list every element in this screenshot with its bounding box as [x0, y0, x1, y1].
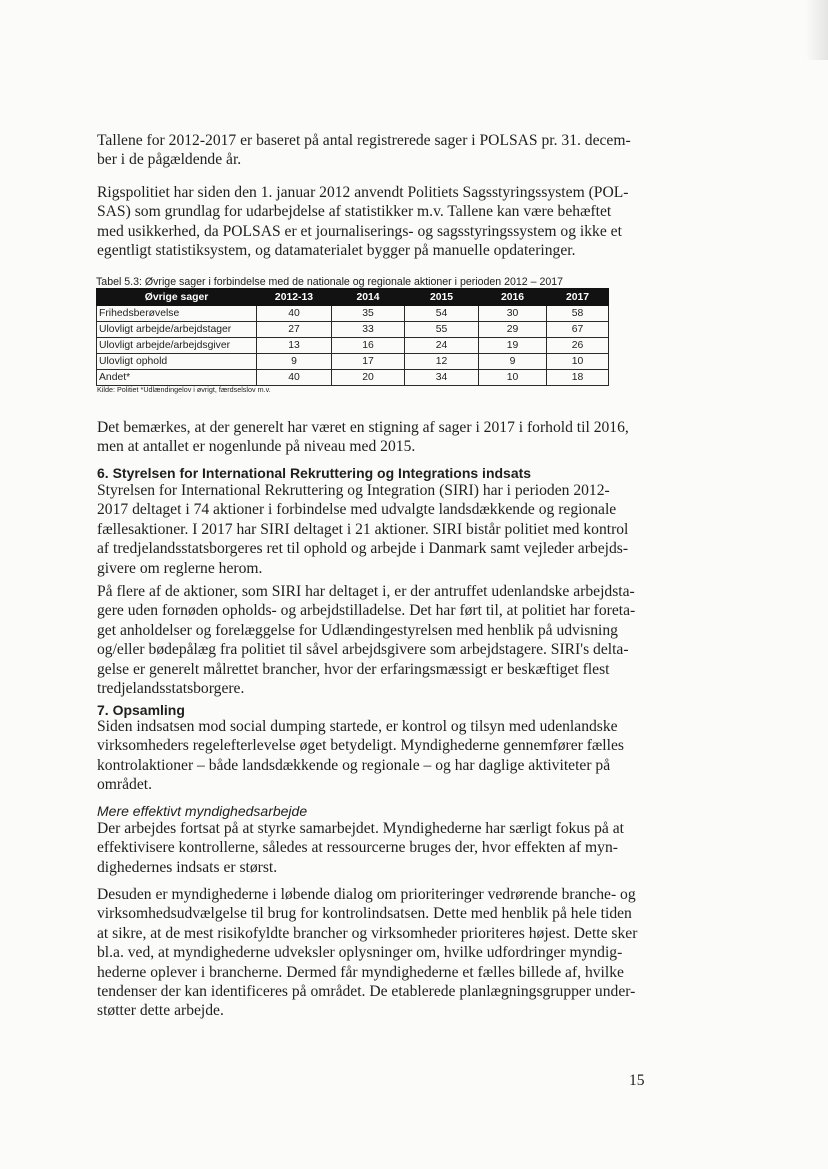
text-line: gere uden fornøden opholds- og arbejdstilladelse. Det har ført til, at politiet har foreta- [97, 602, 636, 620]
subheading-effective-work: Mere effektivt myndighedsarbejde [97, 803, 308, 819]
table-cell: 55 [405, 322, 479, 338]
table-caption: Tabel 5.3: Øvrige sager i forbindelse med de nationale og regionale aktioner i perioden 2012 – 2017 [96, 276, 564, 288]
table-cell: 9 [479, 354, 547, 370]
table-cell: 35 [332, 306, 405, 322]
table-cell: 54 [405, 306, 479, 322]
table-cell: 19 [479, 338, 547, 354]
table-header-row [97, 289, 609, 306]
text-line: Der arbejdes fortsat på at styrke samarbejdet. Myndighederne har særligt fokus på at [97, 820, 624, 837]
scan-edge-shadow [806, 0, 828, 60]
text-line: get anholdelser og forelæggelse for Udlændingestyrelsen med henblik på udvisning [97, 621, 618, 639]
table-cell: 16 [332, 338, 405, 354]
row-label: Andet* [97, 370, 257, 386]
table-row [97, 354, 609, 370]
table-cell: 29 [479, 322, 547, 338]
column-header: 2014 [332, 289, 405, 306]
paragraph-summary [97, 717, 624, 795]
text-line: støtter dette arbejde. [97, 1002, 224, 1020]
text-line: Rigspolitiet har siden den 1. januar 2012 anvendt Politiets Sagsstyringssystem (POL- [97, 184, 629, 201]
table-row [97, 306, 609, 322]
text-line: Styrelsen for International Rekruttering og Integration (SIRI) har i perioden 2012- [97, 482, 610, 499]
text-line: og/eller bødepålæg fra politiet til såvel arbejdsgivere som arbejdstagere. SIRI's delta- [97, 641, 629, 659]
text-line: SAS) som grundlag for udarbejdelse af statistikker m.v. Tallene kan være behæftet [97, 203, 612, 221]
column-header: 2016 [479, 289, 547, 306]
text-line: Siden indsatsen mod social dumping startede, er kontrol og tilsyn med udenlandske [97, 718, 618, 735]
table-cell: 20 [332, 370, 405, 386]
table-cell: 26 [547, 338, 609, 354]
text-line: Tallene for 2012-2017 er baseret på antal registrerede sager i POLSAS pr. 31. decem- [97, 132, 631, 149]
table-cell: 34 [405, 370, 479, 386]
paragraph-increase-note [97, 418, 629, 457]
paragraph-siri-findings [97, 582, 636, 698]
table-cell: 18 [547, 370, 609, 386]
paragraph-polsas-system [97, 183, 629, 261]
text-line: dighedernes indsats er størst. [97, 858, 278, 876]
column-header: 2017 [547, 289, 609, 306]
text-line: men at antallet er nogenlunde på niveau med 2015. [97, 438, 416, 456]
table-row [97, 322, 609, 338]
column-header: Øvrige sager [97, 289, 257, 306]
text-line: bl.a. ved, at myndighederne udveksler oplysninger om, hvilke udfordringer myndig- [97, 944, 623, 962]
text-line: gelse er generelt målrettet brancher, hvor der erfaringsmæssigt er beskæftiget flest [97, 660, 610, 678]
table-cell: 10 [479, 370, 547, 386]
text-line: ber i de pågældende år. [97, 151, 242, 169]
text-line: med usikkerhed, da POLSAS er et journaliserings- og sagsstyringssystem og ikke et [97, 222, 622, 240]
text-line: Det bemærkes, at der generelt har været en stigning af sager i 2017 i forhold til 2016, [97, 419, 629, 436]
table-cell: 24 [405, 338, 479, 354]
section-heading-7: 7. Opsamling [97, 702, 185, 718]
paragraph-cooperation [97, 819, 624, 877]
table-row [97, 370, 609, 386]
table-cell: 9 [257, 354, 332, 370]
text-line: fællesaktioner. I 2017 har SIRI deltaget i 21 aktioner. SIRI bistår politiet med kontrol [97, 520, 629, 538]
text-line: tendenser der kan identificeres på området. De etablerede planlægningsgrupper under- [97, 983, 636, 1001]
paragraph-polsas-basis [97, 131, 631, 170]
text-line: egentligt statistiksystem, og datamaterialet bygger på manuelle opdateringer. [97, 242, 576, 260]
text-line: kontrolaktioner – både landsdækkende og regionale – og har daglige aktiviteter på [97, 756, 611, 774]
text-line: På flere af de aktioner, som SIRI har deltaget i, er der antruffet udenlandske arbejdsta- [97, 583, 635, 600]
text-line: at sikre, at de mest risikofyldte brancher og virksomheder prioriteres højest. Dette sker [97, 924, 638, 942]
section-heading-6: 6. Styrelsen for International Rekruttering og Integrations indsats [97, 465, 532, 481]
text-line: hederne oplever i brancherne. Dermed får myndighederne et fælles billede af, hvilke [97, 963, 624, 981]
text-line: 2017 deltaget i 74 aktioner i forbindelse med udvalgte landsdækkende og regionale [97, 501, 617, 519]
text-line: af tredjelandsstatsborgeres ret til ophold og arbejde i Danmark samt vejleder arbejds- [97, 540, 629, 558]
table-cell: 17 [332, 354, 405, 370]
text-line: Desuden er myndighederne i løbende dialog om prioriteringer vedrørende branche- og [97, 886, 636, 903]
row-label: Ulovligt arbejde/arbejdstager [97, 322, 257, 338]
paragraph-siri-actions [97, 481, 629, 578]
row-label: Ulovligt arbejde/arbejdsgiver [97, 338, 257, 354]
page-number: 15 [629, 1072, 645, 1089]
text-line: tredjelandsstatsborgere. [97, 680, 245, 698]
text-line: virksomhedsudvælgelse til brug for kontrolindsatsen. Dette med henblik på hele tiden [97, 905, 632, 923]
row-label: Frihedsberøvelse [97, 306, 257, 322]
table-row [97, 338, 609, 354]
table-cell: 58 [547, 306, 609, 322]
table-cell: 12 [405, 354, 479, 370]
table-cell: 33 [332, 322, 405, 338]
text-line: givere om reglerne herom. [97, 559, 263, 577]
row-label: Ulovligt ophold [97, 354, 257, 370]
table-cell: 30 [479, 306, 547, 322]
column-header: 2015 [405, 289, 479, 306]
paragraph-dialog [97, 885, 638, 1021]
table-source-note: Kilde: Politiet *Udlændingelov i øvrigt, færdselslov m.v. [97, 385, 271, 394]
table-cell: 40 [257, 370, 332, 386]
text-line: virksomheders regelefterlevelse øget betydeligt. Myndighederne gennemfører fælles [97, 737, 624, 755]
table-cell: 13 [257, 338, 332, 354]
table-cell: 27 [257, 322, 332, 338]
table-cell: 67 [547, 322, 609, 338]
text-line: området. [97, 776, 152, 794]
table-cell: 40 [257, 306, 332, 322]
column-header: 2012-13 [257, 289, 332, 306]
text-line: effektivisere kontrollerne, således at ressourcerne bruges der, hvor effekten af myn- [97, 839, 618, 857]
table-cell: 10 [547, 354, 609, 370]
data-table [96, 288, 609, 386]
